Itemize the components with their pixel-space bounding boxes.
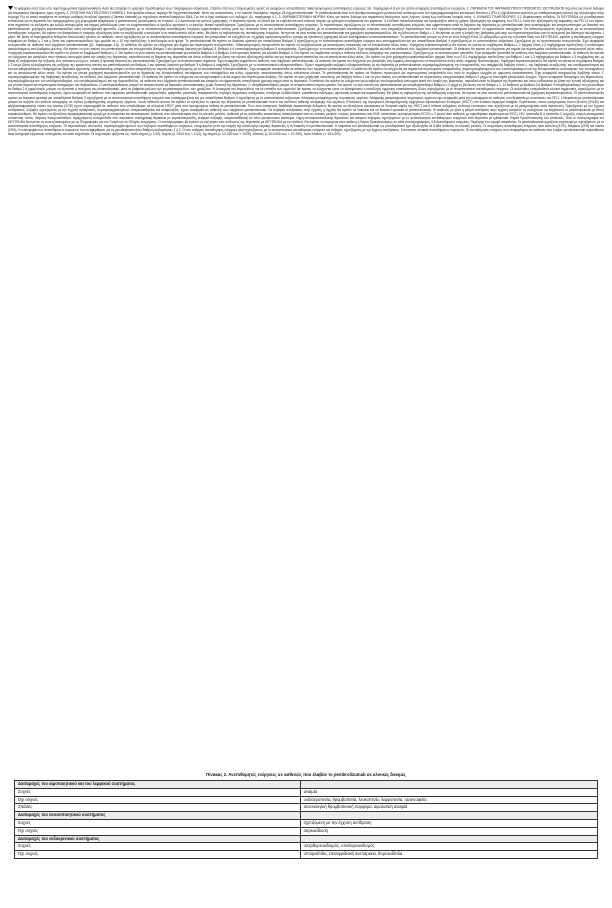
adverse-reactions-table-block: [14, 772, 598, 859]
frequency-cell: Συχνές: [15, 788, 301, 796]
adverse-reaction-cell: [300, 781, 597, 789]
system-organ-class-cell: Διαταραχές του αιμοποιητικού και του λεμφικού συστήματος: [15, 781, 301, 789]
adverse-reactions-table: [14, 780, 598, 859]
table-row: [15, 788, 598, 796]
adverse-reaction-cell: αναιμία: [300, 788, 597, 796]
frequency-cell: Όχι συχνές: [15, 827, 301, 835]
adverse-reaction-cell: ανοσολογική θρομβοπενική πορφύρα, αιμολυτική αναιμία: [300, 804, 597, 812]
adverse-reaction-cell: υποφυσίτιδα, επινεφριδιακή ανεπάρκεια, θυρεοειδίτιδα: [300, 851, 597, 859]
table-section-row: [15, 835, 598, 843]
table-section-row: [15, 812, 598, 820]
document-body: [8, 6, 604, 136]
black-triangle-icon: [8, 6, 13, 10]
adverse-reaction-cell: [300, 835, 597, 843]
table-row: [15, 796, 598, 804]
table-row: [15, 819, 598, 827]
table-section-row: [15, 781, 598, 789]
frequency-cell: Συχνές: [15, 843, 301, 851]
frequency-cell: Όχι συχνές: [15, 796, 301, 804]
table-row: [15, 827, 598, 835]
adverse-reaction-cell: υπερθυρεοειδισμός, υποθυρεοειδισμός: [300, 843, 597, 851]
table-caption: Πίνακας 2. Ανεπιθύμητες ενέργειες σε ασθενείς που έλαβαν το pembrolizumab σε κλινικές δοκιμές: [206, 772, 406, 777]
frequency-cell: Σπάνιες: [15, 804, 301, 812]
table-row: [15, 843, 598, 851]
adverse-reaction-cell: σχετιζόμενη με την έγχυση αντίδραση: [300, 819, 597, 827]
body-text: Το φάρμακο αυτό τελεί υπό συμπληρωματική παρακολούθηση. Αυτό θα επιτρέψει το γρήγορο προσδιορισμό νέων πληροφοριών ασφάλειας. Ζητείται από τους επαγγελματίες υγείας να αναφέρουν οποιεσδήποτε πιθανολογούμενες ανεπιθύμητες ενέργειες. Βλ. παράγραφο 4.8 για τον τρόπο αναφοράς ανεπιθύμητων ενεργειών. 1. ΟΝΟΜΑΣΙΑ ΤΟΥ ΦΑΡΜΑΚΕΥΤΙΚΟΥ ΠΡΟΪΟΝΤΟΣ: KEYTRUDA 50 mg κόνις για πυκνό διάλυμα για παρασκευή διαλύματος προς έγχυση. 2. ΠΟΙΟΤΙΚΗ ΚΑΙ ΠΟΣΟΤΙΚΗ ΣΥΝΘΕΣΗ: Ένα φιαλίδιο κόνεως περιέχει 50 mg pembrolizumab. Μετά την ανασύσταση, 1 ml πυκνού διαλύματος περιέχει 25 mg pembrolizumab. Το pembrolizumab είναι ένα εξανθρωποποιημένο μονοκλωνικό αντίσωμα κατά του προγραμματισμένου κυτταρικού θανάτου-1 (PD-1) (IgG4/κάππα ισότυπος με σταθεροποιητική αλλαγή της αλληλουχίας στην περιοχή Fc) το οποίο παράγεται σε κύτταρα ωοθήκης Κινεζικού κρικητού (Chinese hamster) με τεχνολογία ανασυνδυασμένου DNA. Για τον πλήρη κατάλογο των εκδόχων, βλ. παράγραφο 6.1. 3. ΦΑΡΜΑΚΟΤΕΧΝΙΚΗ ΜΟΡΦΗ: Κόνις για πυκνό διάλυμα για παρασκευή διαλύματος προς έγχυση. Λευκή έως υπόλευκη λυοφιλή κόνις. 4. ΚΛΙΝΙΚΕΣ ΠΛΗΡΟΦΟΡΙΕΣ: 4.1 Θεραπευτικές ενδείξεις: Το KEYTRUDA ως μονοθεραπεία ενδείκνυται για τη θεραπεία του προχωρημένου (μη χειρουργικά εξαιρέσιμου ή μεταστατικού) μελανώματος σε ενήλικες. 4.2 Δοσολογία και τρόπος χορήγησης: Η θεραπεία πρέπει να ξεκινά και να επιβλέπεται από ειδικούς ιατρούς με εμπειρία στη θεραπεία του καρκίνου. 4.4 Ειδικές προειδοποιήσεις και προφυλάξεις κατά τη χρήση: Αξιολόγηση της έκφρασης του PD-L1: Κατά την αξιολόγηση της έκφρασης του PD-L1 του όγκου, είναι σημαντικό να επιλέγεται μια καλώς επικυρωμένη και ισχυρή μεθοδολογία ώστε να ελαχιστοποιηθούν οι ψευδώς αρνητικοί ή οι ψευδώς θετικοί προσδιορισμοί. Σχετιζόμενες με το ανοσοποιητικό ανεπιθύμητες ενέργειες: Οι περισσότερες σχετιζόμενες με το ανοσοποιητικό ανεπιθύμητες ενέργειες που εμφανίστηκαν κατά τη διάρκεια της θεραπείας με pembrolizumab ήταν αναστρέψιμες και αντιμετωπίστηκαν με διακοπή του pembrolizumab, χορήγηση κορτικοστεροειδών και/ή υποστηρικτική φροντίδα. Σχετιζόμενες με το ανοσοποιητικό ανεπιθύμητες ενέργειες εμφανίστηκαν επίσης μετά την τελευταία δόση του pembrolizumab. Σχετιζόμενες με το ανοσοποιητικό ανεπιθύμητες ενέργειες που επηρεάζουν περισσότερα από ένα οργανικά συστήματα μπορούν να εμφανιστούν ταυτόχρονα. Για πιθανολογούμενες σχετιζόμενες με το ανοσοποιητικό ανεπιθύμητες ενέργειες, θα πρέπει να εξασφαλιστεί η επαρκής αξιολόγηση ώστε να επιβεβαιωθεί η αιτιολογία ή να αποκλειστούν άλλες αιτίες. Με βάση τη σοβαρότητα της ανεπιθύμητης ενέργειας, θα πρέπει να γίνει παύση του pembrolizumab και χορήγηση κορτικοστεροειδών. Με τη βελτίωση σε Βαθμό ≤ 1, θα πρέπει να γίνει η έναρξη της βαθμιαίας μείωσης του κορτικοστεροειδούς και να συνεχιστεί για διάστημα τουλάχιστον 1 μήνα. Με βάση τα περιορισμένα δεδομένα από κλινικές μελέτες σε ασθενείς, οπου σχετιζόμενες με το ανοσοποιητικό ανεπιθύμητες ενέργειες δεν μπορούσαν να ελεγχθούν με τη χρήση κορτικοστεροειδών, μπορεί να εξεταστεί η χορήγηση άλλων συστηματικών ανοσοκατασταλτικών. Το pembrolizumab μπορεί να γίνει εκ νέου έναρξη εντός 12 εβδομάδων μετά την τελευταία δόση του KEYTRUDA, εφόσον η ανεπιθύμητη ενέργεια παραμένει σε Βαθμό ≤ 1 και η δόση του κορτικοστεροειδούς έχει μειωθεί σε ≤ 10 mg πρεδνιζόνης ή ισοδύναμου ανά ημέρα. Το pembrolizumab θα πρέπει να διακοπεί οριστικά για οποιαδήποτε Βαθμού 3 σχετιζόμενη με το ανοσοποιητικό ανεπιθύμητη ενέργεια που επανεμφανίζεται και για οποιαδήποτε Βαθμού 4 σχετιζόμενη με το ανοσοποιητικό τοξικότητα. Σχετιζόμενη με το ανοσοποιητικό πνευμονίτιδα: Έχει αναφερθεί πνευμονίτιδα σε ασθενείς που λάμβαναν pembrolizumab (βλ. παράγραφο 4.8). Οι ασθενείς θα πρέπει να ελέγχονται για σημεία και συμπτώματα πνευμονίτιδας. Πιθανολογούμενη πνευμονίτιδα θα πρέπει να επιβεβαιώνεται με ακτινολογική απεικόνιση και να αποκλείονται άλλες αιτίες. Χορήγηση κορτικοστεροειδών θα πρέπει να γίνεται σε συμβάματα Βαθμού ≥ 2 (αρχική δόση 1-2 mg/kg/ημέρα πρεδνιζόνης ή ισοδύναμου ακολουθούμενη από βαθμιαία μείωση). Θα πρέπει να γίνει παύση του pembrolizumab για πνευμονίτιδα Βαθμού 2 και οριστική διακοπή για Βαθμού 3, Βαθμού 4 ή επαναλαμβανόμενη Βαθμού 2 πνευμονίτιδα. Σχετιζόμενη με το ανοσοποιητικό κολίτιδα: Έχει αναφερθεί κολίτιδα σε ασθενείς που λάμβαναν pembrolizumab. Οι ασθενείς θα πρέπει να ελέγχονται για σημεία και συμπτώματα κολίτιδας και να αποκλείονται άλλες αιτίες. Χορήγηση κορτικοστεροειδών θα πρέπει να γίνεται σε συμβάματα Βαθμού ≥ 2. Θα πρέπει να γίνει παύση του pembrolizumab για κολίτιδα Βαθμού 2 ή Βαθμού 3 και οριστική διακοπή για κολίτιδα Βαθμού 4. Θα πρέπει να λαμβάνεται υπόψη ο πιθανός κίνδυνος διάτρησης του γαστρεντερικού. Σχετιζόμενη με το ανοσοποιητικό ηπατίτιδα: Έχει αναφερθεί ηπατίτιδα σε ασθενείς που λάμβαναν pembrolizumab. Οι ασθενείς θα πρέπει να ελέγχονται για μεταβολές στην ηπατική λειτουργία (κατά την έναρξη της θεραπείας, περιοδικά κατά τη διάρκεια της θεραπείας και όπως ενδείκνυται με βάση την κλινική αξιολόγηση) καθώς και για συμπτώματα ηπατίτιδας και να αποκλείονται άλλες αιτίες. Θα πρέπει να γίνει χορήγηση κορτικοστεροειδών (αρχική δόση των 0,5-1 mg/kg/ημέρα πρεδνιζόνης για Βαθμού 2 και 1-2 mg/kg/ημέρα για Βαθμού ≥ 3 συμβάματα) και, με βάση τη σοβαρότητα της αύξησης των ηπατικών ενζύμων, παύση ή οριστική διακοπή του pembrolizumab. Σχετιζόμενη με το ανοσοποιητικό νεφρίτιδα: Έχει αναφερθεί νεφρίτιδα σε ασθενείς που λάμβαναν pembrolizumab. Οι ασθενείς θα πρέπει να ελέγχονται για μεταβολές στη νεφρική λειτουργία και να αποκλείονται άλλες αιτίες νεφρικής δυσλειτουργίας. Χορήγηση κορτικοστεροειδών θα πρέπει να γίνεται σε συμβάματα Βαθμού ≥ 2 και με βάση τη σοβαρότητα της αύξησης της κρεατινίνης παύση του pembrolizumab για Βαθμού 2 και οριστική διακοπή για Βαθμού 3 ή Βαθμού 4 νεφρίτιδα. Σχετιζόμενες με το ανοσοποιητικό ενδοκρινοπάθειες: Έχουν παρατηρηθεί σοβαρές ενδοκρινοπάθειες με την θεραπεία με pembrolizumab, συμπεριλαμβανομένης της υποφυσίτιδας, του σακχαρώδη διαβήτη τύπου 1, της διαβητικής κετοξέωσης, του υποθυρεοειδισμού και του υπερθυρεοειδισμού. Μακροχρόνια θεραπεία ορμονικής υποκατάστασης μπορεί να είναι απαραίτητη σε περιπτώσεις σχετιζόμενης με το ανοσοποιητικό ενδοκρινοπάθειας. Έχει αναφερθεί υποφυσίτιδα σε ασθενείς που λάμβαναν pembrolizumab. Οι ασθενείς θα πρέπει να ελέγχονται για σημεία και συμπτώματα υποφυσίτιδας (συμπεριλαμβανομένων του υποϋποφυσισμού και της δευτεροπαθούς ανεπάρκειας των επινεφριδίων) και να αποκλείονται άλλες αιτίες. Θα πρέπει να γίνεται χορήγηση κορτικοστεροειδών για τη θεραπεία της δευτεροπαθούς ανεπάρκειας των επινεφριδίων και άλλης ορμονικής υποκατάστασης όπως ενδείκνυται κλινικά. Το pembrolizumab θα πρέπει να διακοπεί προσωρινά για συμπτωματική υποφυσίτιδα έως ότου το σύμβαμα ελεγχθεί με ορμονική υποκατάσταση. Έχει αναφερθεί σακχαρώδης διαβήτης τύπου 1, συμπεριλαμβανομένης της διαβητικής κετοξέωσης, σε ασθενείς που λάμβαναν pembrolizumab. Οι ασθενείς θα πρέπει να ελέγχονται για υπεργλυκαιμία ή άλλα σημεία και συμπτώματα διαβήτη. Θα πρέπει να γίνει χορήγηση ινσουλίνης για διαβήτη τύπου 1 και να γίνει παύση του pembrolizumab σε περιπτώσεις υπεργλυκαιμίας Βαθμού 3 μέχρι να επιτευχθεί μεταβολικός έλεγχος. Έχουν αναφερθεί διαταραχές του θυρεοειδούς, συμπεριλαμβανομένου του υποθυρεοειδισμού, του υπερθυρεοειδισμού και της θυρεοειδίτιδας, σε ασθενείς που λάμβαναν pembrolizumab και μπορούν να εμφανιστούν οποιαδήποτε χρονική στιγμή κατά τη θεραπεία. Οι ασθενείς θα πρέπει να ελέγχονται για μεταβολές στη θυρεοειδική λειτουργία (κατά την έναρξη της θεραπείας, περιοδικά κατά τη διάρκεια της θεραπείας και όπως ενδείκνυται με βάση την κλινική αξιολόγηση) και για κλινικά σημεία και συμπτώματα διαταραχών του θυρεοειδούς. Ο υποθυρεοειδισμός μπορεί να αντιμετωπιστεί με θεραπεία υποκατάστασης χωρίς διακοπή της θεραπείας. Ο υπερθυρεοειδισμός μπορεί να αντιμετωπιστεί συμπτωματικά. Θα πρέπει να γίνει παύση του pembrolizumab για υπερθυρεοειδισμό Βαθμού ≥ 3 μέχρι τη βελτίωση του σε Βαθμό ≤ 1. Σε ασθενείς με Βαθμού 3 ή Βαθμού 4 υπερθυρεοειδισμό που βελτιώθηκε σε Βαθμό 2 ή χαμηλότερο, μπορεί να εξεταστεί η συνέχιση του pembrolizumab, μετά τη βαθμιαία μείωση των κορτικοστεροειδών, εάν χρειάζεται. Η λειτουργία του θυρεοειδούς και τα επίπεδα των ορμονών θα πρέπει να ελέγχονται ώστε να εξασφαλιστεί η κατάλληλη ορμονική υποκατάσταση. Άλλες σχετιζόμενες με το ανοσοποιητικό ανεπιθύμητες ενέργειες: Οι ακόλουθες επιπρόσθετες κλινικά σημαντικές, σχετιζόμενες με το ανοσοποιητικό ανεπιθύμητες ενέργειες, έχουν αναφερθεί σε ασθενείς που λάμβαναν pembrolizumab: ραγοειδίτιδα, αρθρίτιδα, μυοσίτιδα, παγκρεατίτιδα, σοβαρές δερματικές αντιδράσεις, σύνδρομο Guillain-Barré, μυασθενικό σύνδρομο, αιμολυτική αναιμία και σαρκοείδωση. Με βάση τη σοβαρότητα της ανεπιθύμητης ενέργειας, θα πρέπει να γίνει παύση του pembrolizumab και χορήγηση κορτικοστεροειδών. Το pembrolizumab θα πρέπει να διακοπεί οριστικά για οποιαδήποτε Βαθμού 3 σχετιζόμενη με το ανοσοποιητικό ανεπιθύμητη ενέργεια που επανεμφανίζεται και για οποιαδήποτε Βαθμού 4 σχετιζόμενη με το ανοσοποιητικό τοξικότητα. Απόρριψη μεταμόσχευσης συμπαγούς οργάνου: Απόρριψη μεταμόσχευσης συμπαγούς οργάνου έχει αναφερθεί μετά την κυκλοφορία σε ασθενείς υπό θεραπεία με αναστολείς του PD-1. Η θεραπεία με pembrolizumab μπορεί να αυξήσει τον κίνδυνο απόρριψης σε λήπτες μεταμόσχευσης συμπαγούς οργάνου. Στους ασθενείς αυτούς θα πρέπει να εξετάζεται το όφελος της θεραπείας με pembrolizumab έναντι του κινδύνου πιθανής απόρριψης του οργάνου. Επιπλοκές της αλλογενούς Μεταμόσχευσης Αρχέγονων Αιμοποιητικών Κυττάρων (HSCT) στο κλασικό λέμφωμα Hodgkin: Περιπτώσεις νόσου μοσχεύματος έναντι ξενιστή (GVHD) και φλεβοαποφρακτικής νόσου του ήπατος (VOD) έχουν παρατηρηθεί σε ασθενείς που υποβλήθηκαν σε αλλογενή HSCT μετά από προηγούμενη έκθεση σε pembrolizumab. Έως ότου καταστούν διαθέσιμα περισσότερα δεδομένα, θα πρέπει να εξετάζονται προσεκτικά τα δυνητικά οφέλη της HSCT και ο πιθανά αυξημένος κίνδυνος επιπλοκών που σχετίζονται με τη μεταμόσχευση κατά περίπτωση. Σχετιζόμενες με την έγχυση αντιδράσεις: Σοβαρές σχετιζόμενες με την έγχυση αντιδράσεις, συμπεριλαμβανομένων υπερευαισθησίας και αναφυλαξίας, έχουν αναφερθεί σε ασθενείς που λάμβαναν pembrolizumab. Για σοβαρές αντιδράσεις στην έγχυση, η έγχυση θα πρέπει να διακοπεί και να διακοπεί οριστικά το pembrolizumab. Οι ασθενείς με ήπια ή μέτρια αντίδραση στην έγχυση μπορούν να συνεχίσουν να λαμβάνουν το pembrolizumab με στενή παρακολούθηση. Θα πρέπει να εξετάζεται προφαρμακευτική αγωγή με αντιπυρετικό και αντισταμινικό. Ασθενείς που αποκλείστηκαν από τις κλινικές μελέτες: Ασθενείς με τις ακόλουθες καταστάσεις αποκλείστηκαν από τις κλινικές μελέτες: ενεργές μεταστάσεις στο ΚΝΣ, κατάσταση λειτουργικότητας ECOG ≥ 2 (εκτός από ασθενείς με ουροθηλιακό καρκίνωμα και RCC), HIV, ηπατίτιδα B ή ηπατίτιδα C λοίμωξη, ενεργή συστηματική αυτοάνοση νόσος, διάμεση πνευμονοπάθεια, προηγούμενη πνευμονίτιδα που απαιτούσε συστηματική θεραπεία με κορτικοστεροειδή, ιστορικό σοβαρής υπερευαισθησίας σε άλλο μονοκλωνικό αντίσωμα, λήψη ανοσοκατασταλτικής θεραπείας και ιστορικό σοβαρών σχετιζόμενων με το ανοσοποιητικό ανεπιθύμητων ενεργειών από θεραπεία με ipilimumab. Κάρτα Προειδοποίησης του Ασθενούς: Όλοι οι συνταγογράφοι του KEYTRUDA θα πρέπει να είναι εξοικειωμένοι με τις Πληροφορίες για τον Γιατρό και τις Οδηγίες Διαχείρισης. Ο συνταγογράφος θα πρέπει να συζητήσει τους κινδύνους της θεραπείας με KEYTRUDA με τον ασθενή. Θα πρέπει να παρέχεται στον ασθενή η Κάρτα Προειδοποίησης σε κάθε συνταγογράφηση. 4.8 Ανεπιθύμητες ενέργειες: Περίληψη του προφίλ ασφάλειας: Το pembrolizumab σχετίζεται συχνότερα με σχετιζόμενες με το ανοσοποιητικό ανεπιθύμητες ενέργειες. Οι περισσότερες από αυτές, συμπεριλαμβανομένων των σοβαρών ανεπιθύμητων ενεργειών, υποχώρησαν μετά την έναρξη της κατάλληλης ιατρικής θεραπείας ή τη διακοπή του pembrolizumab. Η ασφάλεια του pembrolizumab ως μονοθεραπεία έχει αξιολογηθεί σε 5.884 ασθενείς σε κλινικές μελέτες. Οι συχνότερες ανεπιθύμητες ενέργειες ήταν κόπωση (31%), διάρροια (22%) και ναυτία (20%). Η πλειοψηφία των ανεπιθύμητων ενεργειών που αναφέρθηκαν για τη μονοθεραπεία ήταν Βαθμού σοβαρότητας 1 ή 2. Οι πιο σοβαρές ανεπιθύμητες ενέργειες ήταν σχετιζόμενες με το ανοσοποιητικό ανεπιθύμητες ενέργειες και σοβαρές σχετιζόμενες με την έγχυση αντιδράσεις. Συνοπτικός πίνακας ανεπιθύμητων ενεργειών: Οι ανεπιθύμητες ενέργειες που αναφέρθηκαν σε ασθενείς που έλαβαν pembrolizumab παρατίθενται κατά κατηγορία οργανικού συστήματος και κατά συχνότητα. Οι συχνότητες ορίζονται ως: πολύ συχνές (≥ 1/10), συχνές (≥ 1/100 έως < 1/10), όχι συχνές (≥ 1/1.000 έως < 1/100), σπάνιες (≥ 1/10.000 έως < 1/1.000), πολύ σπάνιες (< 1/10.000).: [8, 6, 604, 136]
frequency-cell: Όχι συχνές: [15, 851, 301, 859]
document-page: [8, 6, 604, 136]
adverse-reaction-cell: σαρκοείδωση: [300, 827, 597, 835]
adverse-reaction-cell: ουδετεροπενία, θρομβοπενία, λευκοπενία, λεμφοπενία, ηωσινοφιλία: [300, 796, 597, 804]
frequency-cell: Συχνές: [15, 819, 301, 827]
adverse-reaction-cell: [300, 812, 597, 820]
system-organ-class-cell: Διαταραχές του ενδοκρινικού συστήματος: [15, 835, 301, 843]
table-row: [15, 851, 598, 859]
system-organ-class-cell: Διαταραχές του ανοσοποιητικού συστήματος: [15, 812, 301, 820]
table-row: [15, 804, 598, 812]
